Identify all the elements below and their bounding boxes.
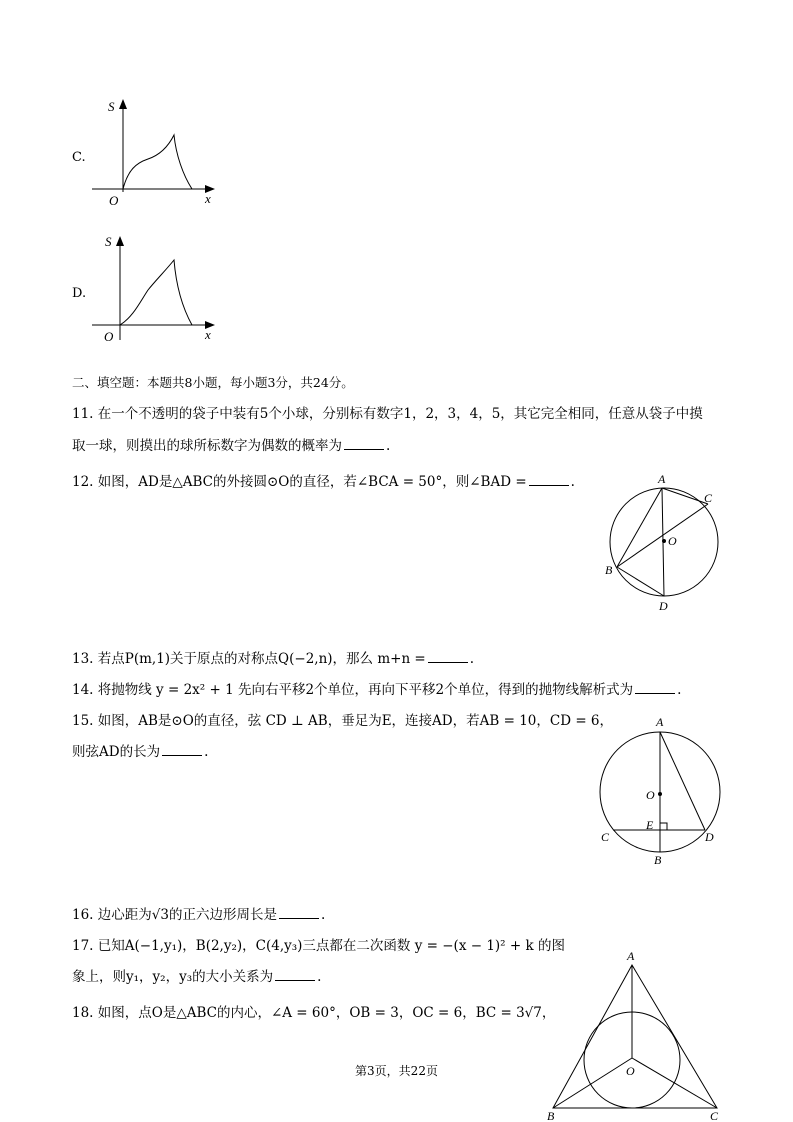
label-b: B [547, 1109, 555, 1122]
page-footer: 第3页，共22页 [355, 1064, 438, 1078]
label-o: O [668, 534, 677, 548]
answer-blank[interactable] [635, 681, 675, 694]
triangle-abc [553, 965, 717, 1108]
label-a: A [658, 472, 666, 486]
label-d: D [659, 599, 668, 613]
segment-ad [660, 732, 705, 830]
label-o: O [646, 788, 655, 802]
y-axis-label: S [105, 234, 112, 249]
option-d-label: D. [72, 286, 87, 301]
label-d: D [705, 830, 714, 844]
label-b: B [654, 853, 662, 867]
section-header: 二、填空题：本题共8小题，每小题3分，共24分。 [72, 375, 354, 390]
origin-label: O [109, 193, 119, 208]
label-c: C [704, 491, 713, 505]
label-a: A [656, 715, 664, 729]
question-14: 14. 将抛物线 y = 2x² + 1 先向右平移2个单位，再向下平移2个单位，得到的抛物线解析式为 . [72, 682, 682, 698]
label-b: B [605, 563, 613, 577]
answer-blank[interactable] [162, 743, 202, 756]
question-12: 12. 如图，AD是△ABC的外接圆⊙O的直径，若∠BCA = 50°，则∠BAD = . [72, 474, 575, 490]
segment-ab [617, 488, 662, 567]
question-16: 16. 边心距为√3的正六边形周长是 . [72, 907, 326, 923]
question-13: 13. 若点P(m,1)关于原点的对称点Q(−2,n)，那么 m+n = . [72, 651, 475, 667]
question-17-line2: 象上，则y₁，y₂，y₃的大小关系为 . [72, 969, 322, 985]
center-o [662, 539, 666, 543]
answer-blank[interactable] [428, 650, 468, 663]
curve [123, 135, 192, 189]
question-11-line1: 11. 在一个不透明的袋子中装有5个小球，分别标有数字1，2，3，4，5，其它完全相同，任意从袋子中摸 [72, 406, 703, 422]
answer-blank[interactable] [275, 968, 315, 981]
answer-blank[interactable] [344, 437, 384, 450]
right-angle-mark [660, 823, 667, 830]
y-axis-label: S [108, 99, 115, 114]
question-15-figure [595, 710, 730, 870]
question-18-figure [540, 945, 725, 1122]
y-axis-arrow [119, 99, 127, 109]
label-c: C [601, 830, 610, 844]
question-17-line1: 17. 已知A(−1,y₁)，B(2,y₂)，C(4,y₃)三点都在二次函数 y = −(x − 1)² + k 的图 [72, 938, 565, 954]
segment-ac [662, 488, 708, 504]
answer-blank[interactable] [529, 473, 569, 486]
question-15-line2: 则弦AD的长为 . [72, 744, 209, 760]
label-o: O [626, 1064, 635, 1078]
label-e: E [646, 818, 654, 832]
x-axis-label: x [205, 191, 211, 206]
segment-bd [617, 567, 664, 596]
question-18: 18. 如图，点O是△ABC的内心，∠A = 60°，OB = 3，OC = 6，BC = 3√7， [72, 1005, 556, 1021]
answer-blank[interactable] [279, 906, 319, 919]
x-axis-label: x [205, 327, 211, 342]
curve [120, 260, 192, 325]
question-11-line2: 取一球，则摸出的球所标数字为偶数的概率为 . [72, 438, 391, 454]
question-12-figure [600, 468, 730, 616]
question-15-line1: 15. 如图，AB是⊙O的直径，弦 CD ⊥ AB，垂足为E，连接AD，若AB = 10，CD = 6， [72, 713, 614, 729]
label-a: A [627, 949, 635, 963]
center-o [658, 792, 662, 796]
option-c-label: C. [72, 150, 86, 165]
option-c-graph [88, 95, 223, 210]
origin-label: O [104, 329, 114, 344]
label-c: C [710, 1109, 719, 1122]
option-d-graph [88, 232, 223, 347]
y-axis-arrow [116, 236, 124, 246]
